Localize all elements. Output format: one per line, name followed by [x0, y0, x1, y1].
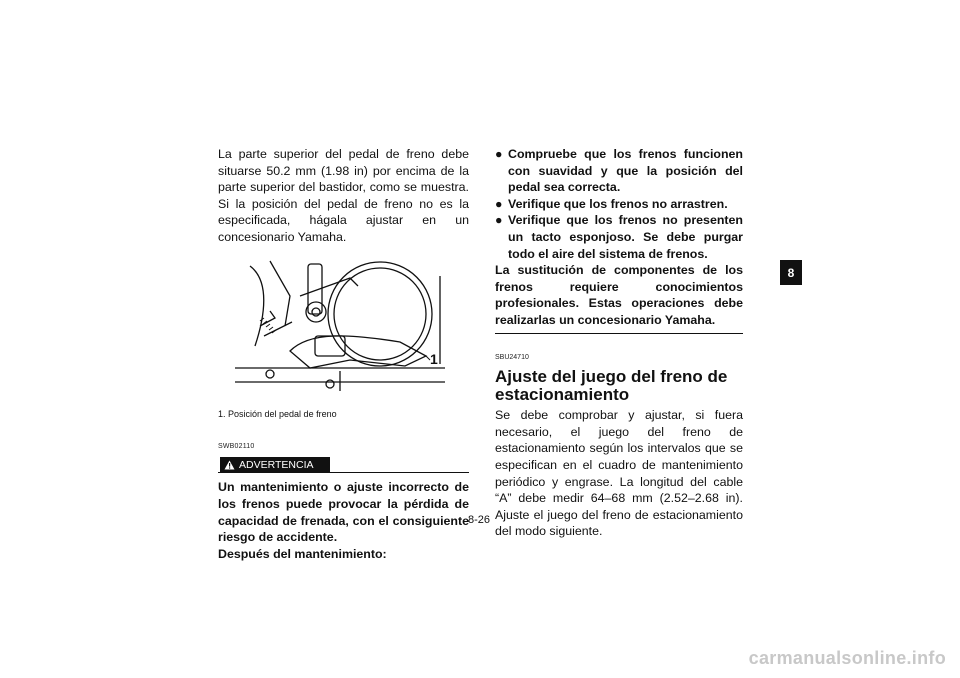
figure-caption: 1. Posición del pedal de freno: [218, 409, 337, 420]
maintenance-checklist: [495, 146, 743, 262]
warning-text: Un mantenimiento o ajuste incorrecto de los frenos puede provocar la pérdida de capacidad de frenada, con el consiguiente riesgo de accidente.: [218, 480, 469, 545]
brake-pedal-illustration: [230, 256, 450, 396]
page-number: 8-26: [468, 514, 491, 526]
watermark: carmanualsonline.info: [748, 648, 946, 668]
section-code: SBU24710: [495, 353, 529, 361]
bullet-icon: ●: [495, 196, 503, 211]
list-item: ● Verifique que los frenos no arrastren.: [495, 196, 728, 211]
right-column: [495, 146, 743, 540]
section-body: Se debe comprobar y ajustar, si fuera necesario, el juego del freno de estacionamiento según los intervalos que se especifican en el cuadro de mantenimiento periódico y engrase. La longitud del cable “A” debe medir 64–68 mm (2.52–2.68 in). Ajuste el juego del freno de estacionamiento del modo siguiente.: [495, 408, 743, 539]
list-item: ● Verifique que los frenos no presenten un tacto esponjoso. Se debe purgar todo el aire del sistema de frenos.: [495, 213, 743, 261]
warning-triangle-icon: [224, 460, 235, 470]
bullet-icon: ●: [495, 213, 503, 228]
chapter-tab: 8: [780, 260, 802, 285]
warning-code: SWB02110: [218, 442, 255, 450]
bullet-icon: ●: [495, 147, 503, 161]
warning-label: ADVERTENCIA: [239, 458, 314, 471]
replacement-paragraph: La sustitución de componentes de los frenos requiere conocimientos profesionales. Estas operaciones debe realizarlas un concesionario Yamaha.: [495, 263, 743, 327]
list-item: ● Compruebe que los frenos funcionen con suavidad y que la posición del pedal sea correcta.: [495, 147, 743, 195]
intro-paragraph: La parte superior del pedal de freno debe situarse 50.2 mm (1.98 in) por encima de la parte superior del bastidor, como se muestra. Si la posición del pedal de freno no es la especificada, hágala ajustar en un concesionario Yamaha.: [218, 147, 469, 244]
warning-badge: [220, 457, 330, 472]
warning-header: [218, 457, 469, 473]
warning-end-divider: [495, 333, 743, 334]
section-heading: Ajuste del juego del freno de estacionamiento: [495, 367, 728, 405]
left-column: [218, 146, 469, 562]
figure-callout-1: 1: [430, 350, 438, 367]
after-maintenance-label: Después del mantenimiento:: [218, 546, 387, 561]
